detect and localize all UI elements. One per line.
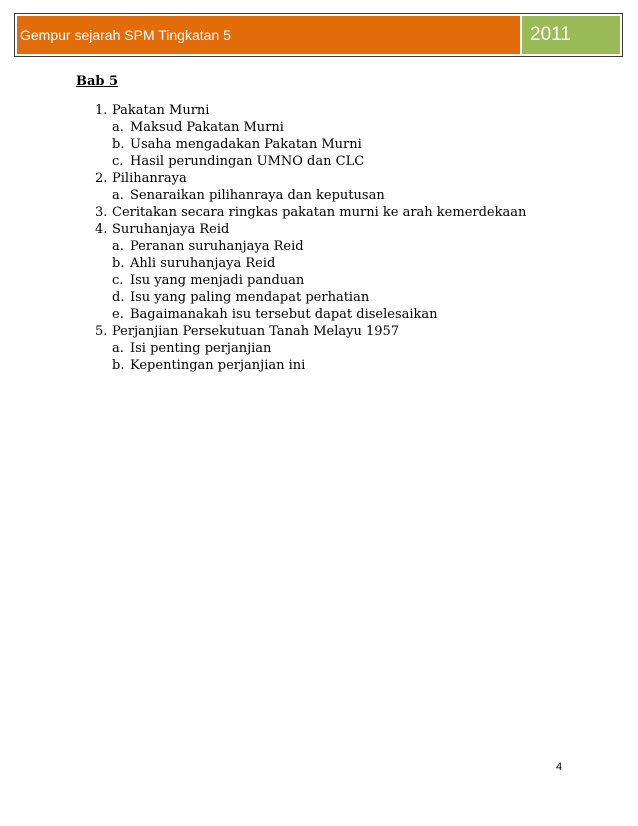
- list-item-text: Pilihanraya: [112, 171, 187, 186]
- list-marker: b.: [112, 358, 125, 373]
- list-marker: 3.: [95, 205, 108, 220]
- list-marker: b.: [112, 137, 125, 152]
- header-title: Gempur sejarah SPM Tingkatan 5: [17, 16, 520, 54]
- list-item-text: Isu yang menjadi panduan: [130, 273, 305, 288]
- list-item-text: Peranan suruhanjaya Reid: [130, 239, 304, 254]
- list-marker: b.: [112, 256, 125, 271]
- list-item-text: Usaha mengadakan Pakatan Murni: [130, 137, 362, 152]
- list-marker: a.: [112, 341, 124, 356]
- list-item-text: Senaraikan pilihanraya dan keputusan: [130, 188, 385, 203]
- list-marker: 4.: [95, 222, 108, 237]
- list-item-text: Hasil perundingan UMNO dan CLC: [130, 154, 365, 169]
- list-item-text: Pakatan Murni: [112, 103, 210, 118]
- list-item-text: Bagaimanakah isu tersebut dapat diselesaikan: [130, 307, 438, 322]
- list-item-text: Ceritakan secara ringkas pakatan murni ke arah kemerdekaan: [112, 205, 527, 220]
- list-marker: d.: [112, 290, 125, 305]
- chapter-heading: Bab 5: [76, 74, 119, 89]
- list-marker: c.: [112, 273, 124, 288]
- list-item-text: Suruhanjaya Reid: [112, 222, 230, 237]
- list-marker: 1.: [95, 103, 108, 118]
- page-header: [14, 13, 623, 57]
- list-item-text: Isi penting perjanjian: [130, 341, 272, 356]
- list-marker: 2.: [95, 171, 108, 186]
- list-item-text: Isu yang paling mendapat perhatian: [130, 290, 370, 305]
- header-year: 2011: [522, 16, 620, 54]
- list-item-text: Kepentingan perjanjian ini: [130, 358, 306, 373]
- list-marker: a.: [112, 188, 124, 203]
- list-marker: c.: [112, 154, 124, 169]
- list-item-text: Perjanjian Persekutuan Tanah Melayu 1957: [112, 324, 400, 339]
- list-marker: a.: [112, 239, 124, 254]
- list-marker: a.: [112, 120, 124, 135]
- list-item-text: Maksud Pakatan Murni: [130, 120, 284, 135]
- list-marker: 5.: [95, 324, 108, 339]
- list-item-text: Ahli suruhanjaya Reid: [130, 256, 276, 271]
- page-number: 4: [556, 761, 563, 773]
- list-marker: e.: [112, 307, 124, 322]
